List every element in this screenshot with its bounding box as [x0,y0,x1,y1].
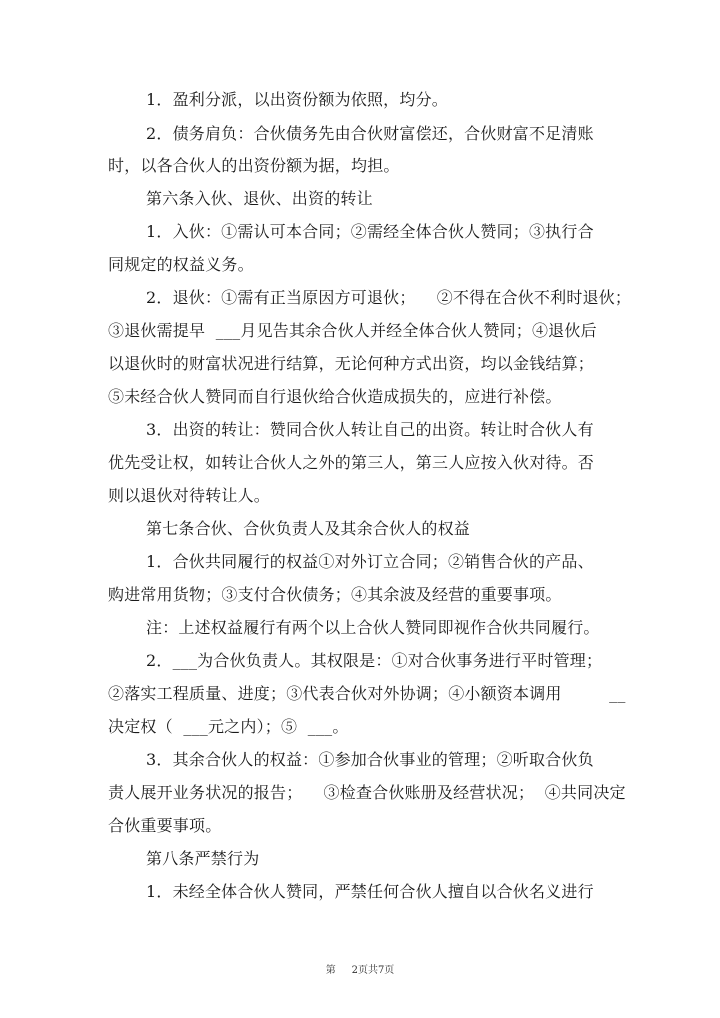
paragraph-line: 3．出资的转让：赞同合伙人转让自己的出资。转让时合伙人有 [146,420,594,439]
paragraph-line: 2．___为合伙负责人。其权限是：①对合伙事务进行平时管理； [146,651,603,670]
paragraph-line: 则以退伙对待转让人。 [108,486,271,505]
paragraph-line: 2．退伙：①需有正当原因方可退伙； ②不得在合伙不利时退伙； [146,288,632,307]
section-heading: 第七条合伙、合伙负责人及其余合伙人的权益 [146,519,471,538]
paragraph-line: ②落实工程质量、进度；③代表合伙对外协调；④小额资本调用 __ [108,684,626,703]
paragraph-line: 责人展开业务状况的报告； ③检查合伙账册及经营状况； ④共同决定 [108,783,626,802]
paragraph-line: 1．未经全体合伙人赞同，严禁任何合伙人擅自以合伙名义进行 [146,882,594,901]
paragraph-line: 1．合伙共同履行的权益①对外订立合同；②销售合伙的产品、 [146,552,594,571]
paragraph-line: 决定权（ ___元之内）；⑤ ___。 [108,717,349,736]
paragraph-line: 1．盈利分派，以出资份额为依照，均分。 [146,90,448,109]
paragraph-line: 优先受让权，如转让合伙人之外的第三人，第三人应按入伙对待。否 [108,453,595,472]
paragraph-line: ③退伙需提早 ___月见告其余合伙人并经全体合伙人赞同；④退伙后 [108,321,597,340]
page-number-footer: 第 2页共7页 [325,965,395,976]
paragraph-line: 以退伙时的财富状况进行结算，无论何种方式出资，均以金钱结算； [108,354,595,373]
section-heading: 第六条入伙、退伙、出资的转让 [146,189,373,208]
note-line: 注：上述权益履行有两个以上合伙人赞同即视作合伙共同履行。 [146,618,600,637]
paragraph-line: ⑤未经合伙人赞同而自行退伙给合伙造成损失的，应进行补偿。 [108,387,562,406]
paragraph-line: 1．入伙：①需认可本合同；②需经全体合伙人赞同；③执行合 [146,222,594,241]
paragraph-line: 合伙重要事项。 [108,816,222,835]
paragraph-line: 同规定的权益义务。 [108,255,254,274]
section-heading: 第八条严禁行为 [146,849,260,868]
paragraph-line: 时，以各合伙人的出资份额为据，均担。 [108,156,400,175]
paragraph-line: 2．债务肩负：合伙债务先由合伙财富偿还，合伙财富不足清账 [146,124,594,143]
paragraph-line: 3．其余合伙人的权益：①参加合伙事业的管理；②听取合伙负 [146,750,594,769]
paragraph-line: 购进常用货物；③支付合伙债务；④其余波及经营的重要事项。 [108,585,562,604]
